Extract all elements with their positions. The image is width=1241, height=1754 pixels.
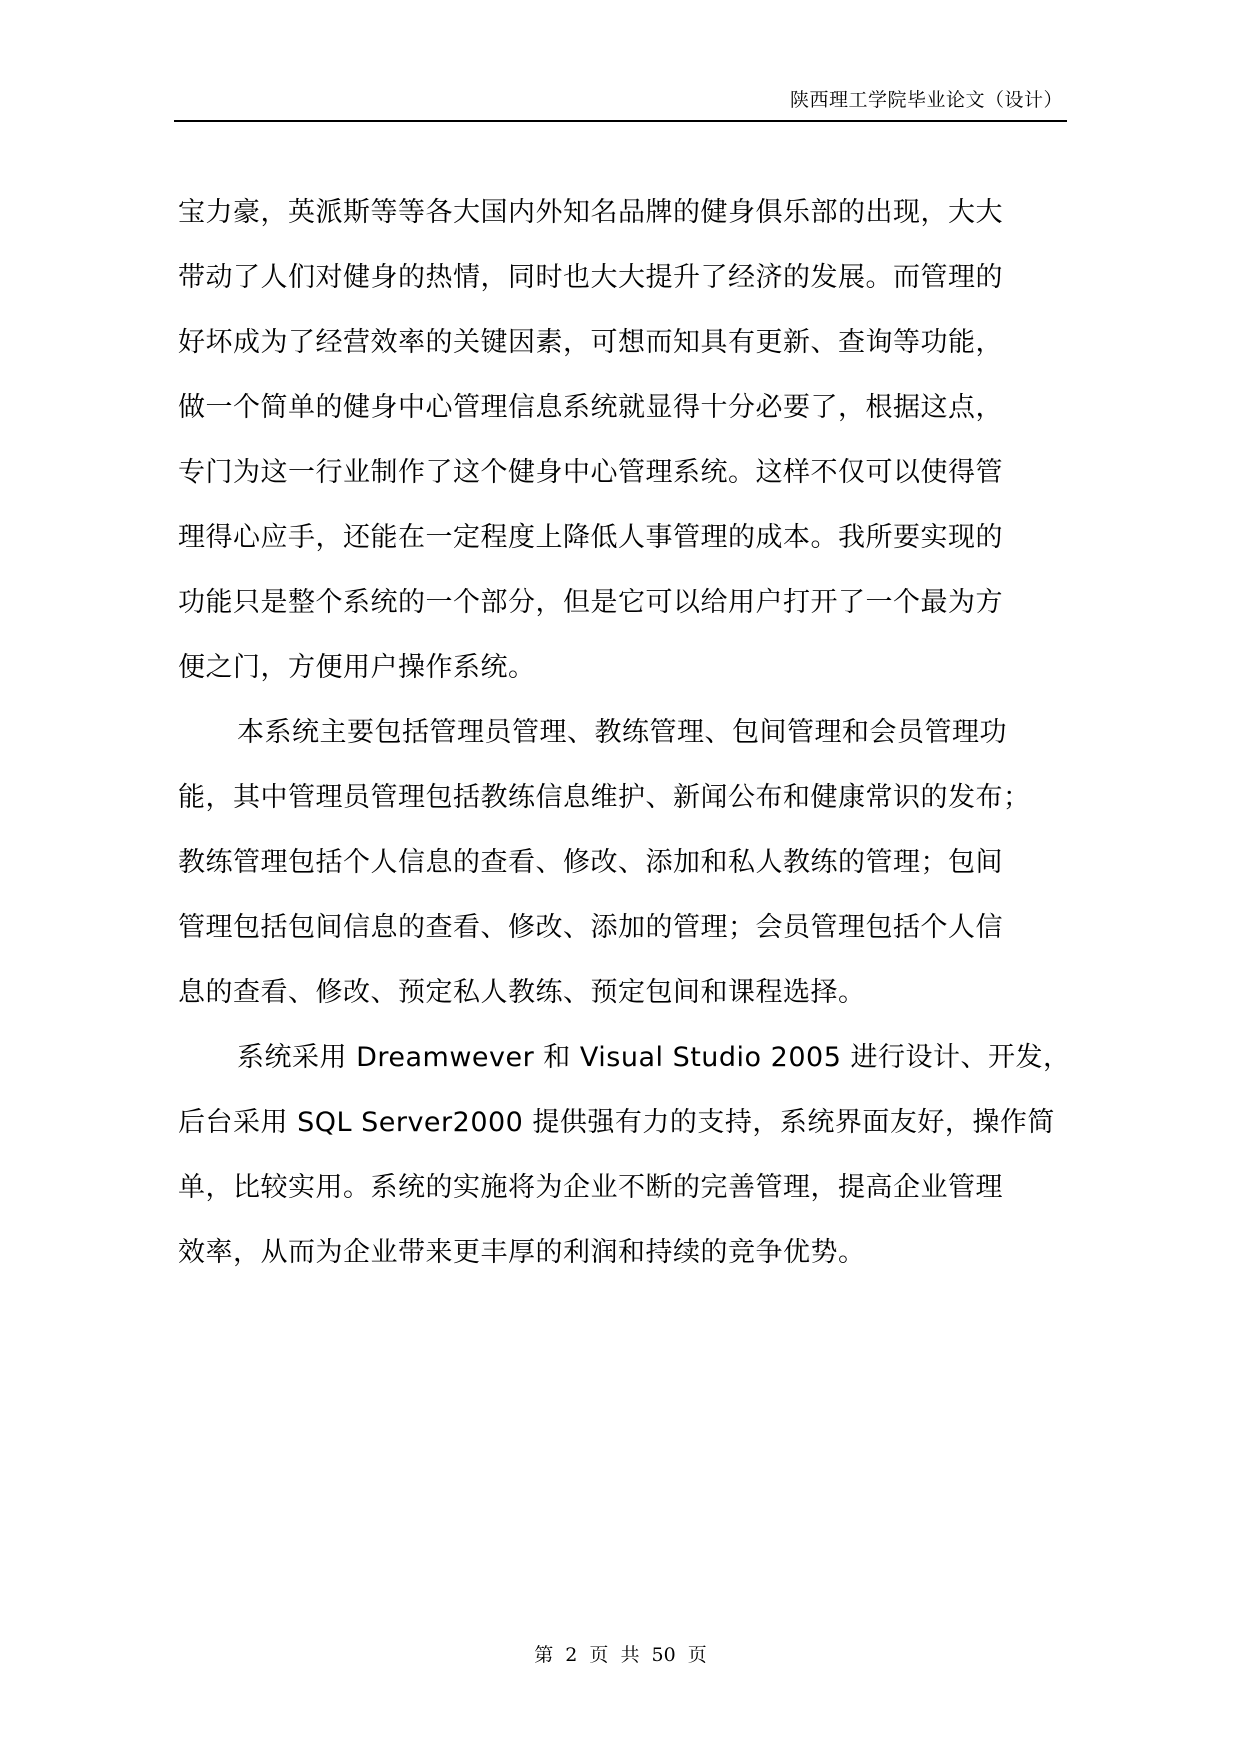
text-line: 息的查看、修改、预定私人教练、预定包间和课程选择。	[178, 977, 866, 1008]
header-title: 陕西理工学院毕业论文（设计）	[789, 89, 1063, 111]
text-line: 做一个简单的健身中心管理信息系统就显得十分必要了，根据这点，	[178, 392, 1003, 423]
text-line: 管理包括包间信息的查看、修改、添加的管理；会员管理包括个人信	[178, 912, 1003, 943]
header-rule	[174, 120, 1067, 122]
text-line: 后台采用 SQL Server2000 提供强有力的支持，系统界面友好，操作简	[178, 1107, 1055, 1138]
text-line: 便之门，方便用户操作系统。	[178, 652, 536, 683]
text-line: 宝力豪，英派斯等等各大国内外知名品牌的健身俱乐部的出现，大大	[178, 197, 1003, 228]
text-line: 功能只是整个系统的一个部分，但是它可以给用户打开了一个最为方	[178, 587, 1003, 618]
text-line: 系统采用 Dreamwever 和 Visual Studio 2005 进行设计、开发，	[237, 1042, 1071, 1073]
page-header	[174, 86, 1067, 122]
text-line: 本系统主要包括管理员管理、教练管理、包间管理和会员管理功	[237, 717, 1007, 748]
paragraph	[178, 700, 1068, 1025]
text-line: 教练管理包括个人信息的查看、修改、添加和私人教练的管理；包间	[178, 847, 1003, 878]
text-line: 专门为这一行业制作了这个健身中心管理系统。这样不仅可以使得管	[178, 457, 1003, 488]
page-number: 第 2 页 共 50 页	[534, 1644, 707, 1666]
body-text	[178, 180, 1071, 1285]
text-line: 单，比较实用。系统的实施将为企业不断的完善管理，提高企业管理	[178, 1172, 1003, 1203]
text-line: 效率，从而为企业带来更丰厚的利润和持续的竞争优势。	[178, 1237, 866, 1268]
text-line: 带动了人们对健身的热情，同时也大大提升了经济的发展。而管理的	[178, 262, 1003, 293]
paragraph	[178, 180, 1068, 700]
text-line: 理得心应手，还能在一定程度上降低人事管理的成本。我所要实现的	[178, 522, 1003, 553]
text-line: 能，其中管理员管理包括教练信息维护、新闻公布和健康常识的发布；	[178, 782, 1031, 813]
paragraph	[178, 1025, 1071, 1285]
text-line: 好坏成为了经营效率的关键因素，可想而知具有更新、查询等功能，	[178, 327, 1003, 358]
